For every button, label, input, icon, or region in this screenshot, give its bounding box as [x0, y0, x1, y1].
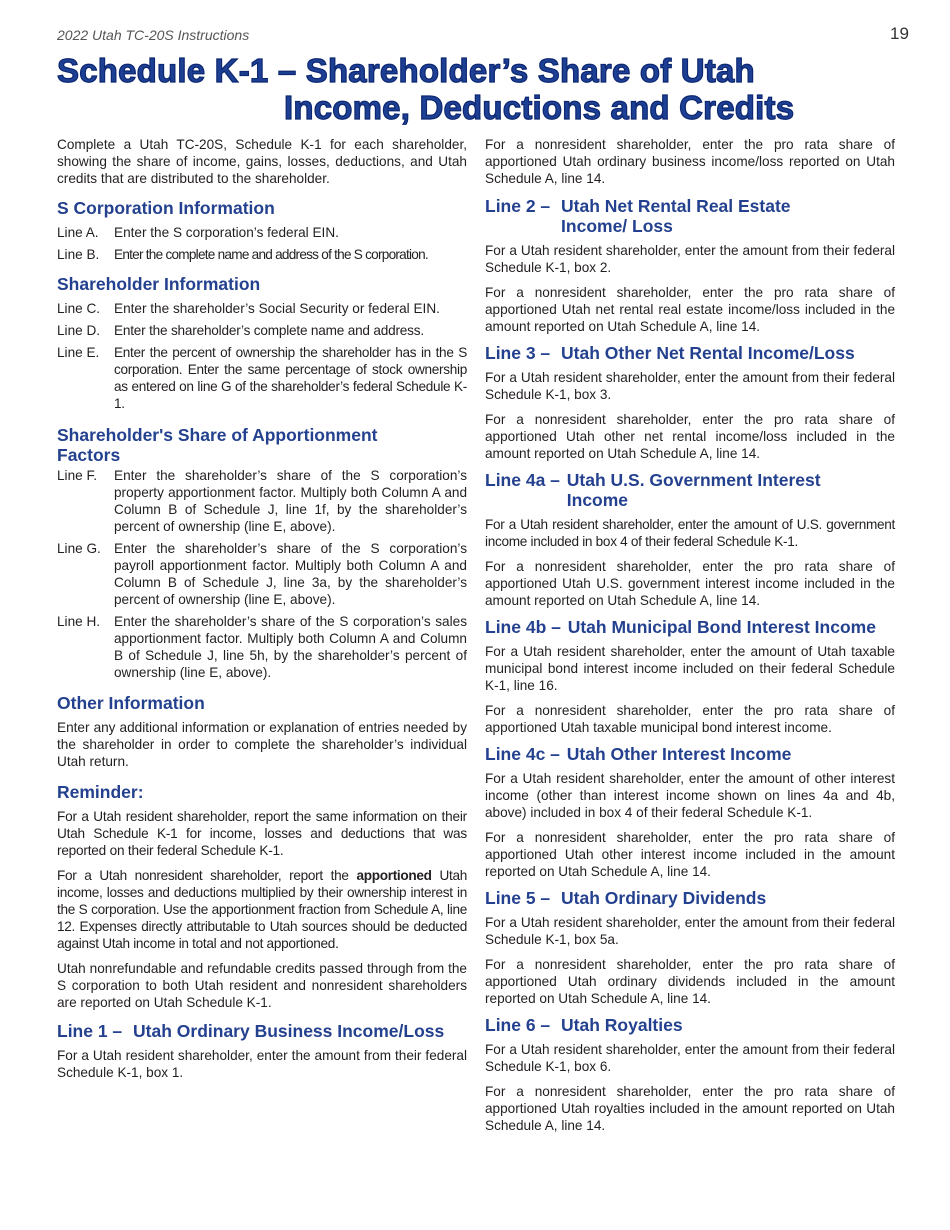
page-title-line-2: Income, Deductions and Credits [284, 89, 795, 126]
line-1-title: Utah Ordinary Business Income/Loss [133, 1021, 445, 1041]
page-title [57, 52, 917, 126]
line-e-label: Line E. [57, 345, 100, 360]
line-3-number: Line 3 – [485, 343, 556, 363]
right-column [485, 136, 895, 1142]
reminder-paragraph-2 [57, 867, 467, 952]
line-6-number: Line 6 – [485, 1015, 556, 1035]
line-a-label: Line A. [57, 225, 99, 240]
line-4b-number: Line 4b – [485, 617, 566, 637]
line-d-text: Enter the shareholder’s complete name and address. [114, 323, 424, 338]
line-4c-paragraph-2: For a nonresident shareholder, enter the pro rata share of apportioned Utah other interest income included in the amount reported on Utah Schedule A, line 14. [485, 830, 895, 879]
line-a-text: Enter the S corporation’s federal EIN. [114, 225, 339, 240]
intro-paragraph: Complete a Utah TC-20S, Schedule K-1 for each shareholder, showing the share of income, gains, losses, deductions, and Utah credits that are distributed to the shareholder. [57, 137, 467, 186]
line-4a-paragraph-2: For a nonresident shareholder, enter the pro rata share of apportioned Utah U.S. government interest income included in the amount reported on Utah Schedule A, line 14. [485, 559, 895, 608]
line-b-label: Line B. [57, 247, 100, 262]
line-6-heading [485, 1015, 895, 1035]
line-4a-number: Line 4a – [485, 470, 565, 490]
line-2-title: Utah Net Rental Real Estate Income/ Loss [561, 196, 791, 236]
line-2-paragraph-1: For a Utah resident shareholder, enter the amount from their federal Schedule K-1, box 2. [485, 243, 895, 275]
line-5-heading [485, 888, 895, 908]
line-g-item [57, 540, 467, 608]
line-6-paragraph-2: For a nonresident shareholder, enter the pro rata share of apportioned Utah royalties included in the amount reported on Utah Schedule A, line 14. [485, 1084, 895, 1133]
line-e-text: Enter the percent of ownership the shareholder has in the S corporation. Enter the same percentage of stock ownership as entered on line G of the shareholder’s federal Schedule K-1. [114, 345, 467, 411]
line-c-item [57, 300, 467, 317]
apportionment-heading: Shareholder's Share of Apportionment Factors [57, 425, 378, 465]
line-b-item [57, 246, 467, 263]
page-number: 19 [890, 24, 909, 43]
shareholder-info-heading: Shareholder Information [57, 274, 261, 294]
line-1-heading [57, 1021, 467, 1041]
line-4c-paragraph-1: For a Utah resident shareholder, enter the amount of other interest income (other than interest income shown on lines 4a and 4b, above) included in box 4 of their federal Schedule K-1. [485, 771, 895, 820]
line-c-text: Enter the shareholder’s Social Security or federal EIN. [114, 301, 440, 316]
line-4b-paragraph-2: For a nonresident shareholder, enter the pro rata share of apportioned Utah taxable municipal bond interest income. [485, 703, 895, 735]
line-1-continued: For a nonresident shareholder, enter the pro rata share of apportioned Utah ordinary business income/loss reported on Utah Schedule A, line 14. [485, 137, 895, 186]
s-corporation-heading: S Corporation Information [57, 198, 275, 218]
line-d-item [57, 322, 467, 339]
line-4b-heading [485, 617, 895, 637]
line-5-paragraph-2: For a nonresident shareholder, enter the pro rata share of apportioned Utah ordinary dividends included in the amount reported on Utah Schedule A, line 14. [485, 957, 895, 1006]
line-h-item [57, 613, 467, 681]
line-c-label: Line C. [57, 301, 101, 316]
line-h-text: Enter the shareholder’s share of the S corporation’s sales apportionment factor. Multiply both Column A and Column B of Schedule J, line 5h, by the shareholder’s percent of ownership (line E, above). [114, 614, 467, 680]
line-4a-title: Utah U.S. Government Interest Income [566, 470, 821, 510]
line-5-paragraph-1: For a Utah resident shareholder, enter the amount from their federal Schedule K-1, box 5a. [485, 915, 895, 947]
line-4a-paragraph-1: For a Utah resident shareholder, enter the amount of U.S. government income included in box 4 of their federal Schedule K-1. [485, 517, 895, 549]
line-d-label: Line D. [57, 323, 101, 338]
line-3-title: Utah Other Net Rental Income/Loss [561, 343, 855, 363]
line-4c-heading [485, 744, 895, 764]
page-title-line-1: Schedule K-1 – Shareholder’s Share of Utah [57, 52, 755, 89]
line-3-heading [485, 343, 895, 363]
line-4a-heading [485, 470, 895, 510]
line-1-paragraph: For a Utah resident shareholder, enter the amount from their federal Schedule K-1, box 1. [57, 1048, 467, 1080]
line-6-title: Utah Royalties [561, 1015, 683, 1035]
line-2-number: Line 2 – [485, 196, 556, 216]
line-4b-title: Utah Municipal Bond Interest Income [567, 617, 876, 637]
line-f-label: Line F. [57, 468, 98, 483]
other-info-heading: Other Information [57, 693, 205, 713]
line-b-text: Enter the complete name and address of the S corporation. [114, 247, 428, 262]
reminder-paragraph-3: Utah nonrefundable and refundable credits passed through from the S corporation to both Utah resident and nonresident shareholders are reported on Utah Schedule K-1. [57, 961, 467, 1010]
line-2-heading [485, 196, 895, 236]
other-info-text: Enter any additional information or explanation of entries needed by the shareholder in order to complete the shareholder’s individual Utah return. [57, 720, 467, 769]
document-label: 2022 Utah TC-20S Instructions [57, 27, 250, 43]
left-column [57, 136, 467, 1089]
line-6-paragraph-1: For a Utah resident shareholder, enter the amount from their federal Schedule K-1, box 6. [485, 1042, 895, 1074]
reminder-paragraph-1: For a Utah resident shareholder, report the same information on their Utah Schedule K-1 for income, losses and deductions that was reported on their federal Schedule K-1. [57, 809, 467, 858]
line-g-text: Enter the shareholder’s share of the S corporation’s payroll apportionment factor. Multiply both Column A and Column B of Schedule J, line 3a, by the shareholder’s percent of ownership (line E, above). [114, 541, 467, 607]
line-e-item [57, 344, 467, 412]
line-4c-title: Utah Other Interest Income [566, 744, 792, 764]
line-f-text: Enter the shareholder’s share of the S corporation’s property apportionment factor. Multiply both Column A and Column B of Schedule J, line 1f, by the shareholder’s percent of ownership (line E, above). [114, 468, 467, 534]
reminder-p2-start: For a Utah nonresident shareholder, report the [57, 868, 357, 883]
line-4b-paragraph-1: For a Utah resident shareholder, enter the amount of Utah taxable municipal bond interest income included on their federal Schedule K-1, line 16. [485, 644, 895, 693]
line-f-item [57, 467, 467, 535]
reminder-p2-end: Utah income, losses and deductions multiplied by their ownership interest in the S corporation. Use the apportionment fraction from Schedule A, line 12. Expenses directly attributable to Utah sources should be deducted against Utah income in total and not apportioned. [57, 868, 467, 951]
reminder-heading: Reminder: [57, 782, 144, 802]
line-a-item [57, 224, 467, 241]
apportioned-emphasis: apportioned [356, 868, 432, 883]
line-5-number: Line 5 – [485, 888, 556, 908]
line-4c-number: Line 4c – [485, 744, 565, 764]
line-3-paragraph-1: For a Utah resident shareholder, enter the amount from their federal Schedule K-1, box 3. [485, 370, 895, 402]
line-1-number: Line 1 – [57, 1021, 128, 1041]
line-5-title: Utah Ordinary Dividends [561, 888, 767, 908]
line-3-paragraph-2: For a nonresident shareholder, enter the pro rata share of apportioned Utah other net rental income/loss included in the amount reported on Utah Schedule A, line 14. [485, 412, 895, 461]
line-h-label: Line H. [57, 614, 101, 629]
line-g-label: Line G. [57, 541, 101, 556]
line-2-paragraph-2: For a nonresident shareholder, enter the pro rata share of apportioned Utah net rental real estate income/loss included in the amount reported on Utah Schedule A, line 14. [485, 285, 895, 334]
